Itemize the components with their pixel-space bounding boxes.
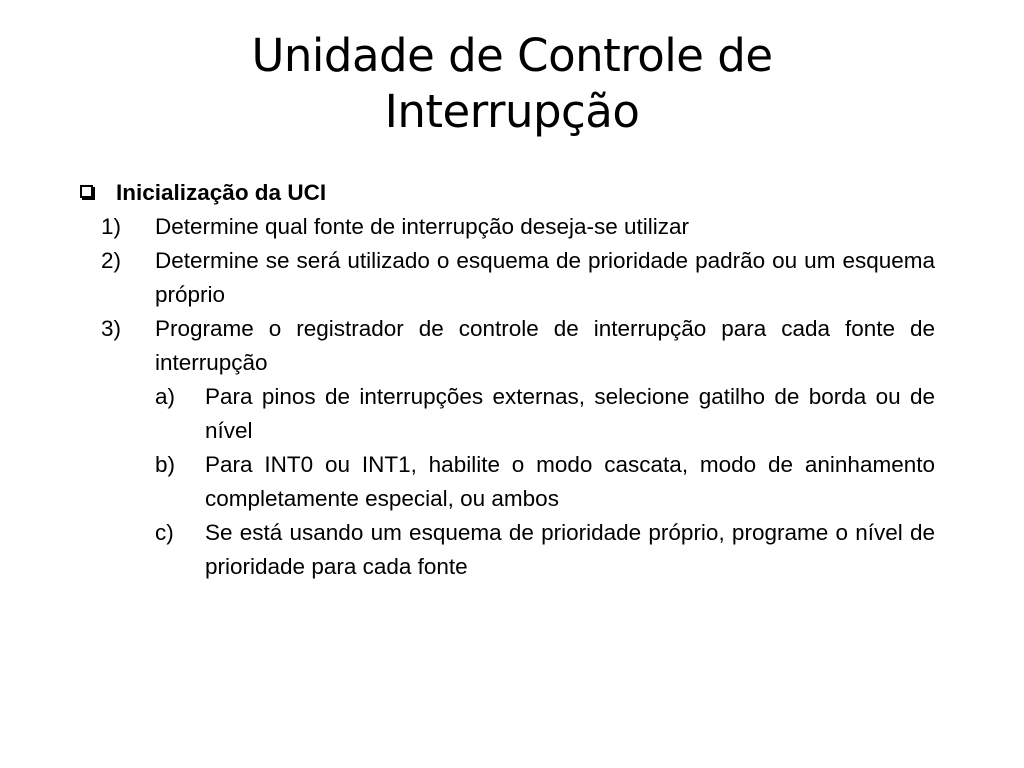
- slide-title-line-1: Unidade de Controle de: [251, 29, 773, 82]
- list-item-step-2: [78, 244, 935, 312]
- list-item-substep-c: [78, 516, 935, 584]
- list-marker: 3): [101, 316, 122, 341]
- list-marker: c): [155, 520, 174, 545]
- section-heading: [78, 176, 935, 210]
- list-item-text: Programe o registrador de controle de interrupção para cada fonte de interrupção: [155, 316, 935, 375]
- list-marker: a): [155, 384, 176, 409]
- list-item-text: Para INT0 ou INT1, habilite o modo cascata, modo de aninhamento completamente especial, ou ambos: [205, 452, 935, 511]
- list-item-step-1: [78, 210, 935, 244]
- list-marker: b): [155, 452, 176, 477]
- list-item-substep-a: [78, 380, 935, 448]
- list-marker: 2): [101, 248, 122, 273]
- section-title: Inicialização da UCI: [116, 180, 327, 205]
- list-item-text: Determine se será utilizado o esquema de prioridade padrão ou um esquema próprio: [155, 248, 935, 307]
- list-item-text: Se está usando um esquema de prioridade próprio, programe o nível de prioridade para cada fonte: [205, 520, 935, 579]
- list-item-text: Para pinos de interrupções externas, selecione gatilho de borda ou de nível: [205, 384, 935, 443]
- list-item-substep-b: [78, 448, 935, 516]
- slide-title: [0, 28, 1024, 140]
- list-marker: 1): [101, 214, 122, 239]
- checkbox-icon: [80, 185, 93, 198]
- slide-title-line-2: Interrupção: [384, 85, 640, 138]
- slide-body: [78, 176, 935, 584]
- list-item-step-3: [78, 312, 935, 380]
- list-item-text: Determine qual fonte de interrupção deseja-se utilizar: [155, 214, 690, 239]
